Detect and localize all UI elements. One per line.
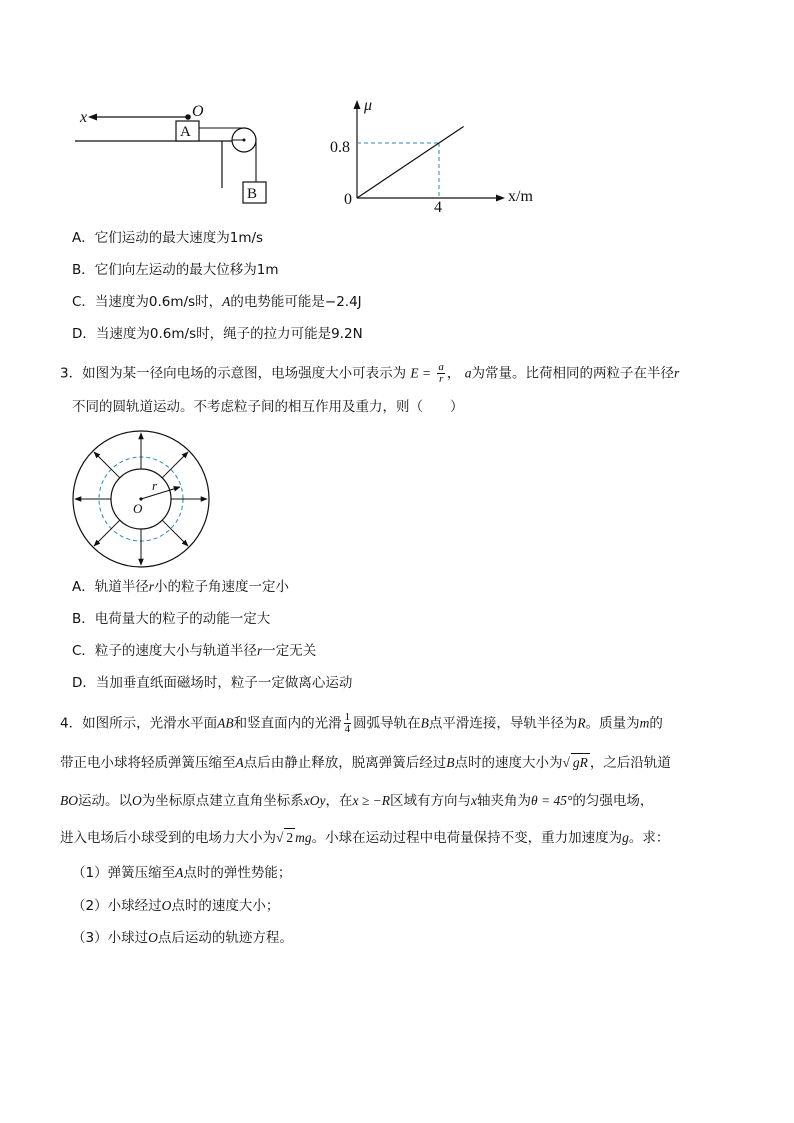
q4-stem-line3: BO运动。以O为坐标原点建立直角坐标系xOy，在x ≥ −R区域有方向与x轴夹角为θ = 45°的匀强电场， (60, 793, 654, 809)
origin-label: 0 (344, 191, 352, 208)
y-axis-label: μ (364, 97, 373, 114)
q3-stem-line1: 3．如图为某一径向电场的示意图，电场强度大小可表示为 E = $\frac{a}{r}$ ， a为常量。比荷相同的两粒子在半径r (60, 361, 680, 385)
q2-option-b: B．它们向左运动的最大位移为1m (72, 262, 279, 278)
q4-subquestion-1: （1）弹簧压缩至A点时的弹性势能； (72, 865, 292, 881)
y-tick-label: 0.8 (330, 139, 350, 156)
q3-option-b: B．电荷量大的粒子的动能一定大 (72, 611, 271, 627)
q3-fraction: $\frac{a}{r}$ (438, 361, 444, 385)
y-axis-arrowhead (354, 100, 361, 109)
q2-option-c: C．当速度为0.6m/s时，A的电势能可能是−2.4J (72, 294, 362, 310)
q3-option-a: A．轨道半径r小的粒子角速度一定小 (72, 579, 290, 595)
center-label: O (133, 501, 143, 516)
chart-mu-vs-x (320, 92, 550, 217)
block-b-label: B (247, 186, 258, 202)
block-a-label: A (180, 124, 191, 140)
q3-stem-line2: 不同的圆轨道运动。不考虑粒子间的相互作用及重力，则（ ） (72, 399, 464, 415)
x-axis-arrowhead (496, 195, 505, 202)
figure-radial-field (70, 428, 212, 570)
q4-quarter-fraction: $\frac{1}{4}$ (344, 711, 351, 735)
q2-option-a: A．它们运动的最大速度为1m/s (72, 230, 264, 246)
figure-block-pulley (70, 98, 285, 210)
q2-option-d: D．当速度为0.6m/s时，绳子的拉力可能是9.2N (72, 326, 363, 342)
origin-dot (185, 114, 191, 120)
radius-label: r (152, 478, 158, 493)
q4-subquestion-3: （3）小球过O点后运动的轨迹方程。 (72, 930, 293, 946)
data-series-line (357, 127, 464, 199)
x-axis-label: x/m (508, 188, 533, 205)
x-axis-label: x (80, 109, 88, 126)
q4-stem-line2: 带正电小球将轻质弹簧压缩至A点后由静止释放，脱离弹簧后经过B点时的速度大小为√ gR ，之后沿轨道 (60, 755, 671, 771)
x-tick-label: 4 (434, 199, 442, 216)
q3-option-c: C．粒子的速度大小与轨道半径r一定无关 (72, 643, 317, 659)
radius-arrow (141, 487, 180, 499)
q4-stem-line1: 4．如图所示，光滑水平面AB和竖直面内的光滑 $\frac{1}{4}$ 圆弧导轨在B点平滑连接，导轨半径为R。质量为m的 (60, 711, 663, 735)
field-line-down-right (162, 520, 188, 546)
origin-label: O (192, 103, 204, 120)
q3-option-d: D．当加垂直纸面磁场时，粒子一定做离心运动 (72, 675, 353, 691)
q4-subquestion-2: （2）小球经过O点时的速度大小； (72, 898, 280, 914)
q4-stem-line4: 进入电场后小球受到的电场力大小为√ 2 mg。小球在运动过程中电荷量保持不变，重力加速度为g。求： (60, 830, 670, 846)
